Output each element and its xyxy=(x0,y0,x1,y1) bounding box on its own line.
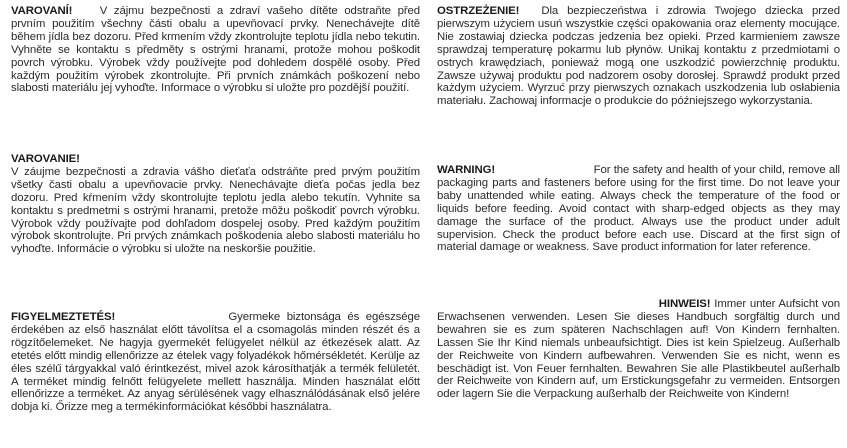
warning-text-cz: V zájmu bezpečnosti a zdraví vašeho dítěte odstraňte před prvním použitím všechny části obalu a upevňovací prvky. Nenechávejte dítě během jídla bez dozoru. Před krmením vždy zkontrolujte teplotu jídla nebo tekutin. Vyhněte se kontaktu s předměty s ostrými hranami, protože mohou poškodit povrch výrobku. Výrobek vždy používejte pod dohledem dospělé osoby. Před každým použitím výrobek zkontrolujte. Při prvních známkách poškození nebo slabosti materiálu jej vyhoďte. Informace o výrobku si uložte pro pozdější použití. xyxy=(11,5,420,95)
warning-heading-sk: VAROVANIE! xyxy=(11,153,80,165)
warning-text-hu: Gyermeke biztonsága és egészsége érdekében az első használat előtt távolítsa el a csomagolás minden részét és a rögzítőelemeket. Ne hagyja gyermekét felügyelet nélkül az étkezések alatt. Az etetés előtt mindig ellenőrizze az ételek vagy folyadékok hőmérsékletét. Kerülje az éles szélű tárgyakkal való érintkezést, mivel azok károsíthatják a termék felületét. A terméket mindig felnőtt felügyelete mellett használja. Minden használat előtt ellenőrizze a terméket. Az anyag sérülésének vagy elhasználódásának első jelére dobja ki. Őrizze meg a termékinformációkat későbbi használatra. xyxy=(11,311,420,414)
warning-heading-en: WARNING! xyxy=(437,164,496,176)
warning-text-sk: V záujme bezpečnosti a zdravia vášho dieťaťa odstráňte pred prvým použitím všetky časti obalu a upevňovacie prvky. Nenechávajte dieťa počas jedla bez dozoru. Pred kŕmením vždy skontrolujte teplotu jedla alebo tekutín. Vyhnite sa kontaktu s predmetmi s ostrými hranami, pretože môžu poškodiť povrch výrobku. Výrobok vždy používajte pod dohľadom dospelej osoby. Pred každým použitím výrobok skontrolujte. Pri prvých známkach poškodenia alebo slabosti materiálu ho vyhoďte. Informácie o výrobku si uložte na neskoršie použitie. xyxy=(11,165,420,256)
warning-block-pl xyxy=(437,5,840,108)
warning-heading-de: HINWEIS! xyxy=(658,298,711,310)
warning-heading-pl: OSTRZEŻENIE! xyxy=(437,5,520,17)
warning-block-en xyxy=(437,164,840,254)
warning-text-pl: Dla bezpieczeństwa i zdrowia Twojego dziecka przed pierwszym użyciem usuń wszystkie części opakowania oraz elementy mocujące. Nie zostawiaj dziecka podczas jedzenia bez opieki. Przed karmieniem zawsze sprawdzaj temperaturę pokarmu lub płynów. Unikaj kontaktu z przedmiotami o ostrych krawędziach, ponieważ mogą one uszkodzić powierzchnię produktu. Zawsze używaj produktu pod nadzorem osoby dorosłej. Sprawdź produkt przed każdym użyciem. Wyrzuć przy pierwszych oznakach uszkodzenia lub osłabienia materiału. Zachowaj informacje o produkcie do późniejszego wykorzystania. xyxy=(437,5,840,108)
warning-block-sk xyxy=(11,153,420,256)
warning-heading-cz: VAROVANÍ! xyxy=(11,5,73,17)
warning-heading-hu: FIGYELMEZTETÉS! xyxy=(11,311,116,323)
warning-block-cz xyxy=(11,5,420,95)
warning-text-en: For the safety and health of your child, remove all packaging parts and fasteners before using for the first time. Do not leave your baby unattended while eating. Always check the temperature of the food or liquids before feeding. Avoid contact with sharp-edged objects as they may damage the surface of the product. Always use the product under adult supervision. Check the product before each use. Discard at the first sign of material damage or weakness. Save product information for later reference. xyxy=(437,164,840,254)
warning-text-de: Immer unter Aufsicht von Erwachsenen verwenden. Lesen Sie dieses Handbuch sorgfältig durch und bewahren sie es zum späteren Nachschlagen auf! Von Kindern fernhalten. Lassen Sie Ihr Kind niemals unbeaufsichtigt. Dies ist kein Spielzeug. Außerhalb der Reichweite von Kindern aufbewahren. Verwenden Sie es nicht, wenn es beschädigt ist. Von Feuer fernhalten. Bewahren Sie alle Plastikbeutel außerhalb der Reichweite von Kindern auf, um Erstickungsgefahr zu vermeiden. Entsorgen oder lagern Sie die Verpackung außerhalb der Reichweite von Kindern! xyxy=(437,298,840,401)
warning-block-de xyxy=(437,298,840,401)
warning-block-hu xyxy=(11,311,420,414)
